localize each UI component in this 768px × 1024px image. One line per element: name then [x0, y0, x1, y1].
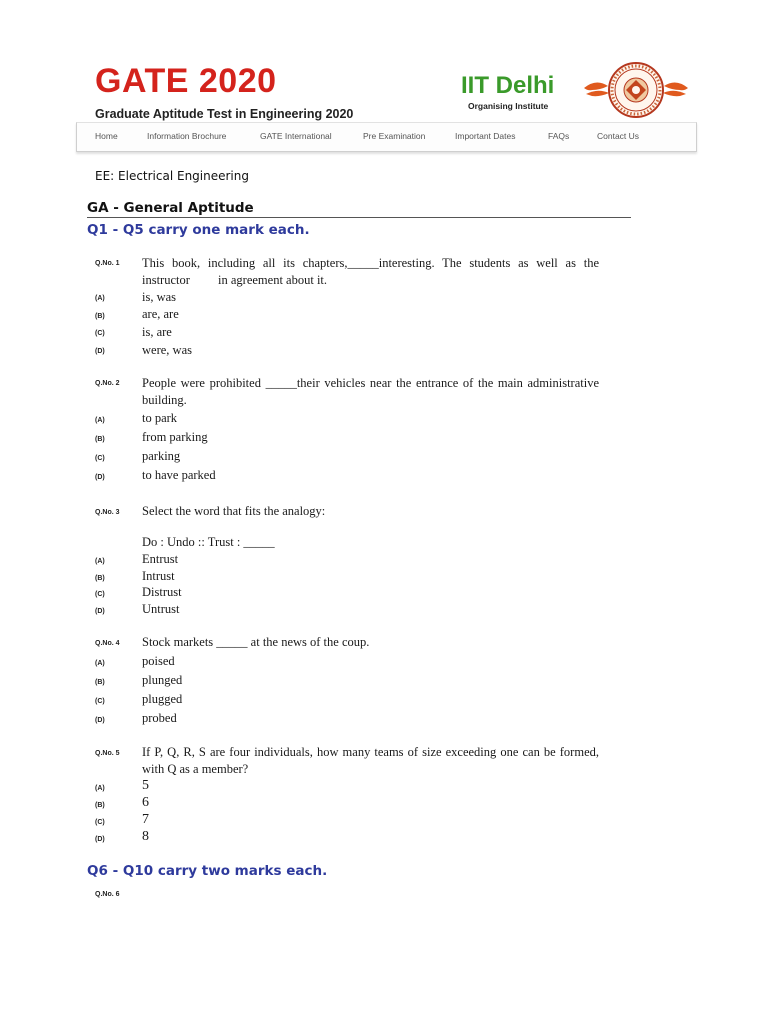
- option-label: (A): [95, 417, 105, 424]
- option-text: 8: [142, 829, 149, 844]
- option-text: plugged: [142, 692, 183, 706]
- option-label: (B): [95, 313, 105, 320]
- option-text: plunged: [142, 673, 183, 687]
- question-text-line: People were prohibited _____their vehicles near the entrance of the main administrative: [142, 376, 599, 390]
- option-label: (B): [95, 679, 105, 686]
- nav-pre-examination[interactable]: Pre Examination: [363, 131, 426, 141]
- option-label: (D): [95, 474, 105, 481]
- option-label: (D): [95, 717, 105, 724]
- option-label: (B): [95, 802, 105, 809]
- option-label: (C): [95, 698, 105, 705]
- option-label: (A): [95, 785, 105, 792]
- option-label: (D): [95, 348, 105, 355]
- marks-heading-two-marks: Q6 - Q10 carry two marks each.: [87, 863, 328, 879]
- question-text-line: instructor in agreement about it.: [142, 273, 328, 287]
- option-label: (B): [95, 575, 105, 582]
- option-text: were, was: [142, 343, 192, 357]
- section-divider: [87, 217, 631, 218]
- option-label: (A): [95, 558, 105, 565]
- option-label: (A): [95, 660, 105, 667]
- question-number: Q.No. 2: [95, 380, 120, 387]
- site-title: GATE 2020: [95, 62, 277, 100]
- option-label: (D): [95, 836, 105, 843]
- nav-home[interactable]: Home: [95, 131, 118, 141]
- site-subtitle: Graduate Aptitude Test in Engineering 2020: [95, 107, 354, 121]
- option-text: is, was: [142, 290, 177, 304]
- organiser-subtitle: Organising Institute: [468, 101, 549, 111]
- option-text: Distrust: [142, 585, 182, 599]
- option-text: Intrust: [142, 569, 175, 583]
- question-text-line: Select the word that fits the analogy:: [142, 504, 326, 518]
- option-label: (C): [95, 591, 105, 598]
- nav-information-brochure[interactable]: Information Brochure: [147, 131, 227, 141]
- question-text-line: Do : Undo :: Trust : _____: [142, 535, 275, 549]
- option-label: (C): [95, 330, 105, 337]
- question-number: Q.No. 1: [95, 260, 120, 267]
- option-text: are, are: [142, 307, 179, 321]
- nav-contact-us[interactable]: Contact Us: [597, 131, 640, 141]
- option-text: poised: [142, 654, 175, 668]
- option-text: Untrust: [142, 602, 180, 616]
- question-text-line: Stock markets _____ at the news of the coup.: [142, 635, 370, 649]
- option-text: Entrust: [142, 552, 179, 566]
- top-nav: [76, 122, 697, 152]
- nav-gate-international[interactable]: GATE International: [260, 131, 332, 141]
- option-text: 5: [142, 778, 149, 793]
- question-text-line: If P, Q, R, S are four individuals, how many teams of size exceeding one can be formed,: [142, 745, 599, 759]
- question-text-line: with Q as a member?: [142, 762, 249, 776]
- organiser-name: IIT Delhi: [461, 72, 555, 99]
- question-number: Q.No. 6: [95, 891, 120, 898]
- option-text: to park: [142, 411, 178, 425]
- option-text: parking: [142, 449, 181, 463]
- option-text: to have parked: [142, 468, 216, 482]
- iit-delhi-emblem-icon: [582, 60, 690, 120]
- question-text-line: building.: [142, 393, 187, 407]
- marks-heading-one-mark: Q1 - Q5 carry one mark each.: [87, 222, 310, 238]
- nav-important-dates[interactable]: Important Dates: [455, 131, 516, 141]
- option-text: is, are: [142, 325, 172, 339]
- option-text: 6: [142, 795, 149, 810]
- section-title: GA - General Aptitude: [87, 200, 254, 216]
- question-text-line: This book, including all its chapters,_____interesting. The students as well as the: [142, 256, 599, 270]
- question-number: Q.No. 3: [95, 509, 120, 516]
- paper-title: EE: Electrical Engineering: [95, 169, 249, 183]
- option-label: (A): [95, 295, 105, 302]
- option-label: (D): [95, 608, 105, 615]
- option-text: from parking: [142, 430, 208, 444]
- option-text: probed: [142, 711, 177, 725]
- option-label: (C): [95, 819, 105, 826]
- option-label: (C): [95, 455, 105, 462]
- question-number: Q.No. 5: [95, 750, 120, 757]
- option-label: (B): [95, 436, 105, 443]
- question-number: Q.No. 4: [95, 640, 120, 647]
- option-text: 7: [142, 812, 149, 827]
- nav-faqs[interactable]: FAQs: [548, 131, 570, 141]
